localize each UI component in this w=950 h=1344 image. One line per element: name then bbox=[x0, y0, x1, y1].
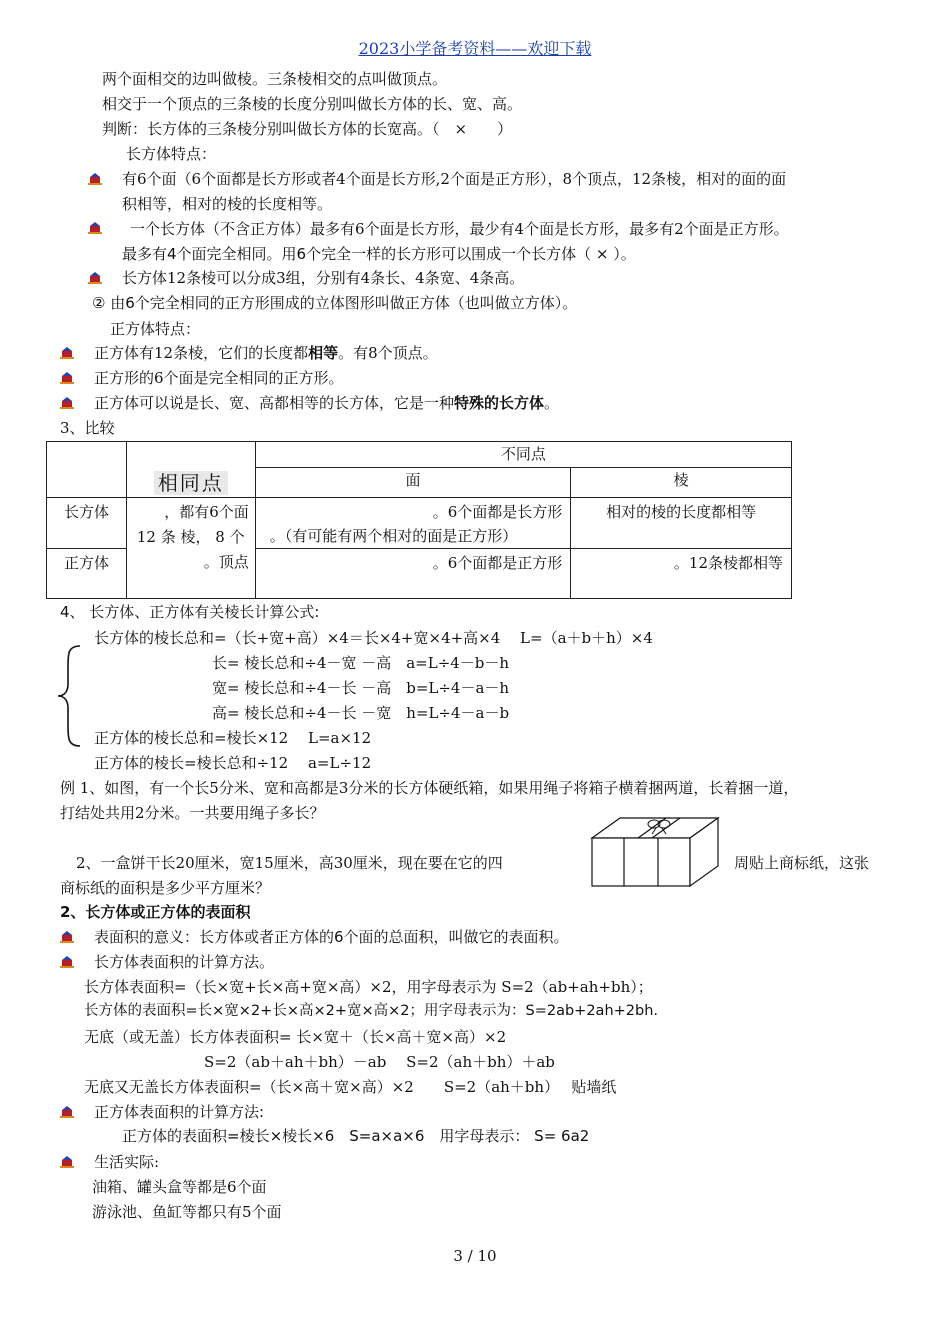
cell-line: 。6个面都是长方形 bbox=[432, 503, 563, 521]
section-heading: 3、比较 bbox=[60, 419, 115, 437]
arrow-bullet-icon bbox=[88, 221, 102, 235]
formula-line: 正方体的表面积=棱长×棱长×6 S=a×a×6 用字母表示： S= 6a2 bbox=[122, 1127, 590, 1145]
formula-line: 无底又无盖长方体表面积=（长×高＋宽×高）×2 S=2（ah＋bh） 贴墙纸 bbox=[84, 1078, 617, 1096]
arrow-bullet-icon bbox=[60, 396, 74, 410]
arrow-bullet-icon bbox=[60, 955, 74, 969]
row-label-cuboid: 长方体 bbox=[47, 498, 127, 549]
arrow-bullet-icon bbox=[60, 371, 74, 385]
text-line: 长方体12条棱可以分成3组，分别有4条长、4条宽、4条高。 bbox=[122, 269, 525, 287]
left-brace-icon bbox=[56, 644, 86, 748]
cube-definition: ② 由6个完全相同的正方形围成的立体图形叫做正方体（也叫做立方体）。 bbox=[92, 294, 578, 312]
table-corner-cell bbox=[47, 442, 127, 498]
section-heading: 2、长方体或正方体的表面积 bbox=[60, 903, 251, 921]
arrow-bullet-icon bbox=[88, 271, 102, 285]
comparison-table bbox=[46, 441, 792, 599]
arrow-bullet-icon bbox=[60, 1105, 74, 1119]
text-line: 油箱、罐头盒等都是6个面 bbox=[92, 1178, 267, 1196]
text-line: 游泳池、鱼缸等都只有5个面 bbox=[92, 1203, 282, 1221]
formula-line: 宽= 棱长总和÷4－长 －高 b=L÷4－a－h bbox=[212, 679, 510, 697]
text-line: 最多有4个面完全相同。用6个完全一样的长方形可以围成一个长方体（ × ）。 bbox=[122, 245, 636, 263]
same-header-cell bbox=[126, 442, 255, 498]
section-heading: 4、 长方体、正方体有关棱长计算公式: bbox=[60, 603, 320, 621]
text-line: 判断：长方体的三条棱分别叫做长方体的长宽高。（ × ） bbox=[102, 120, 513, 138]
page-number: 3 / 10 bbox=[453, 1247, 497, 1265]
face-header: 面 bbox=[255, 468, 571, 498]
text-line: 生活实际: bbox=[94, 1153, 160, 1171]
same-cell-line: 12 条 棱， 8 个 bbox=[136, 528, 245, 546]
same-cell-line: ，都有6个面 bbox=[164, 503, 249, 521]
formula-line: 长方体表面积=（长×宽+长×高+宽×高）×2，用字母表示为 S=2（ab+ah+bh）； bbox=[84, 978, 653, 996]
text-line: 正方体可以说是长、宽、高都相等的长方体，它是一种特殊的长方体。 bbox=[94, 394, 560, 412]
text-line: 长方体特点： bbox=[126, 145, 217, 163]
edge-header: 棱 bbox=[571, 468, 792, 498]
example-text: 打结处共用2分米。一共要用绳子多长？ bbox=[60, 804, 325, 822]
same-header: 相同点 bbox=[154, 471, 228, 495]
formula-line: 正方体的棱长=棱长总和÷12 a=L÷12 bbox=[94, 754, 372, 772]
text-line: 表面积的意义：长方体或者正方体的6个面的总面积，叫做它的表面积。 bbox=[94, 928, 569, 946]
arrow-bullet-icon bbox=[60, 930, 74, 944]
arrow-bullet-icon bbox=[60, 1155, 74, 1169]
text-line: 两个面相交的边叫做棱。三条棱相交的点叫做顶点。 bbox=[102, 70, 448, 88]
text-line: 正方体特点： bbox=[110, 320, 201, 338]
formula-line: 高= 棱长总和÷4－长 －宽 h=L÷4－a－b bbox=[212, 704, 510, 722]
arrow-bullet-icon bbox=[60, 346, 74, 360]
text-line: 正方体有12条棱，它们的长度都相等。有8个顶点。 bbox=[94, 344, 438, 362]
example-text: 周贴上商标纸，这张 bbox=[734, 854, 870, 872]
formula-line: 正方体的棱长总和=棱长×12 L=a×12 bbox=[94, 729, 372, 747]
page-header-link[interactable]: 2023小学备考资料——欢迎下载 bbox=[358, 39, 592, 58]
cube-edge-cell: 。12条棱都相等 bbox=[571, 549, 792, 599]
example-text: 例 1、如图，有一个长5分米、宽和高都是3分米的长方体硬纸箱，如果用绳子将箱子横着捆两道，长着捆一道， bbox=[60, 779, 799, 797]
text-line: 正方形的6个面是完全相同的正方形。 bbox=[94, 369, 344, 387]
formula-line: S=2（ab＋ah＋bh）－ab S=2（ah＋bh）＋ab bbox=[204, 1053, 555, 1071]
cell-line: 。（有可能有两个相对的面是正方形） bbox=[269, 527, 518, 545]
formula-line: 长= 棱长总和÷4－宽 －高 a=L÷4－b－h bbox=[212, 654, 510, 672]
text-line: 正方体表面积的计算方法: bbox=[94, 1103, 265, 1121]
text-line: 一个长方体（不含正方体）最多有6个面是长方形，最少有4个面是长方形，最多有2个面是正方形。 bbox=[130, 220, 789, 238]
same-cell bbox=[126, 498, 255, 599]
formula-line: 长方体的棱长总和=（长+宽+高）×4＝长×4+宽×4+高×4 L=（a＋b＋h）×4 bbox=[94, 629, 653, 647]
cuboid-face-cell bbox=[255, 498, 571, 549]
same-cell-line: 。顶点 bbox=[203, 553, 249, 571]
text-line: 有6个面（6个面都是长方形或者4个面是长方形,2个面是正方形），8个顶点，12条棱，相对的面的面 bbox=[122, 170, 787, 188]
formula-line: 长方体的表面积=长×宽×2+长×高×2+宽×高×2；用字母表示为：S=2ab+2ah+2bh. bbox=[84, 1003, 659, 1019]
formula-line: 无底（或无盖）长方体表面积= 长×宽＋（长×高＋宽×高）×2 bbox=[84, 1028, 507, 1046]
arrow-bullet-icon bbox=[88, 172, 102, 186]
example-text: 商标纸的面积是多少平方厘米？ bbox=[60, 879, 271, 897]
example-text: 2、一盒饼干长20厘米，宽15厘米，高30厘米，现在要在它的四 bbox=[76, 854, 503, 872]
cube-face-cell: 。6个面都是正方形 bbox=[255, 549, 571, 599]
text-line: 相交于一个顶点的三条棱的长度分别叫做长方体的长、宽、高。 bbox=[102, 95, 523, 113]
gift-box-figure bbox=[590, 816, 720, 888]
row-label-cube: 正方体 bbox=[47, 549, 127, 599]
diff-header: 不同点 bbox=[255, 442, 791, 468]
text-line: 积相等，相对的棱的长度相等。 bbox=[122, 195, 333, 213]
text-line: 长方体表面积的计算方法。 bbox=[94, 953, 275, 971]
cuboid-edge-cell: 相对的棱的长度都相等 bbox=[571, 498, 792, 549]
